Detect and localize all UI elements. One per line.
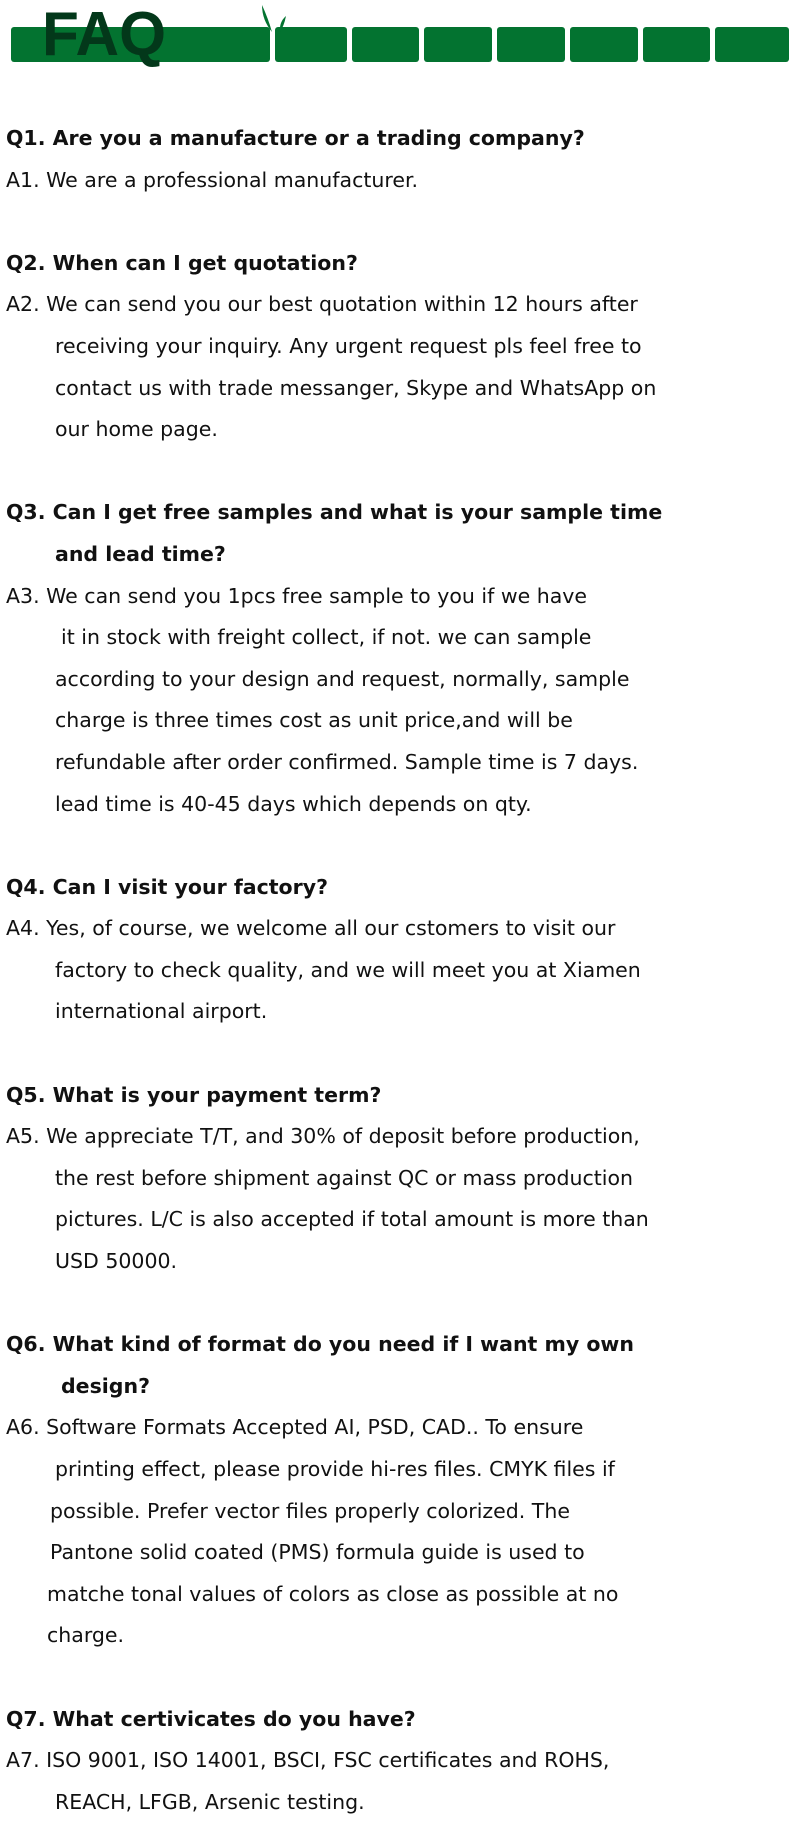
faq-answer: USD 50000. (55, 1249, 178, 1274)
faq-item (0, 492, 790, 825)
faq-answer: factory to check quality, and we will meet you at Xiamen (55, 957, 641, 982)
faq-item (0, 867, 790, 1033)
faq-answer: charge is three times cost as unit price,and will be (55, 708, 573, 733)
faq-answer: A3. We can send you 1pcs free sample to you if we have (6, 583, 588, 608)
faq-item (0, 243, 790, 451)
faq-answer: charge. (47, 1623, 125, 1648)
faq-answer: A6. Software Formats Accepted AI, PSD, CAD.. To ensure (6, 1415, 584, 1440)
bamboo-segment (570, 27, 638, 62)
faq-answer: Pantone solid coated (PMS) formula guide is used to (50, 1540, 585, 1565)
faq-item (0, 118, 790, 201)
faq-item (0, 1699, 790, 1824)
faq-answer: printing effect, please provide hi-res files. CMYK files if (55, 1457, 615, 1481)
faq-answer: A5. We appreciate T/T, and 30% of deposit before production, (6, 1124, 640, 1149)
faq-answer: receiving your inquiry. Any urgent request pls feel free to (55, 333, 642, 358)
faq-question: Q4. Can I visit your factory? (6, 874, 328, 899)
faq-answer: pictures. L/C is also accepted if total amount is more than (55, 1207, 649, 1232)
faq-answer: our home page. (55, 417, 218, 442)
faq-answer: A4. Yes, of course, we welcome all our cstomers to visit our (6, 916, 616, 941)
faq-question: Q7. What certivicates do you have? (6, 1706, 416, 1731)
faq-banner (0, 0, 790, 70)
faq-answer: matche tonal values of colors as close as possible at no (47, 1581, 619, 1606)
faq-answer: possible. Prefer vector files properly colorized. The (50, 1498, 570, 1523)
faq-answer: it in stock with freight collect, if not. we can sample (61, 625, 592, 650)
faq-answer: refundable after order confirmed. Sample time is 7 days. (55, 749, 639, 774)
bamboo-segment (497, 27, 565, 62)
faq-list (0, 118, 790, 1823)
faq-answer: international airport. (55, 999, 268, 1024)
faq-answer: A1. We are a professional manufacturer. (6, 167, 419, 192)
faq-answer: lead time is 40-45 days which depends on qty. (55, 791, 532, 816)
faq-question: Q3. Can I get free samples and what is your sample time (6, 500, 663, 525)
faq-answer: REACH, LFGB, Arsenic testing. (55, 1789, 365, 1814)
faq-title: FAQ (42, 0, 166, 69)
faq-answer: A2. We can send you our best quotation within 12 hours after (6, 292, 638, 317)
spacer (0, 1033, 790, 1075)
faq-answer: contact us with trade messanger, Skype and WhatsApp on (55, 375, 657, 400)
faq-question: Q5. What is your payment term? (6, 1082, 382, 1107)
faq-answer: A7. ISO 9001, ISO 14001, BSCI, FSC certificates and ROHS, (6, 1748, 610, 1773)
bamboo-segment (715, 27, 789, 62)
faq-question: Q1. Are you a manufacture or a trading company? (6, 126, 585, 150)
faq-question: and lead time? (55, 541, 226, 566)
faq-answer: the rest before shipment against QC or mass production (55, 1165, 633, 1190)
spacer (0, 201, 790, 243)
spacer (0, 451, 790, 493)
spacer (0, 825, 790, 867)
bamboo-segment (275, 27, 347, 62)
faq-question: design? (61, 1373, 150, 1398)
faq-question: Q6. What kind of format do you need if I want my own (6, 1332, 634, 1357)
bamboo-segment (424, 27, 492, 62)
bamboo-segment (643, 27, 710, 62)
spacer (0, 1657, 790, 1699)
faq-question: Q2. When can I get quotation? (6, 250, 358, 275)
faq-item (0, 1324, 790, 1657)
bamboo-segment (352, 27, 419, 62)
spacer (0, 1283, 790, 1325)
faq-answer: according to your design and request, normally, sample (55, 666, 630, 691)
faq-item (0, 1075, 790, 1283)
